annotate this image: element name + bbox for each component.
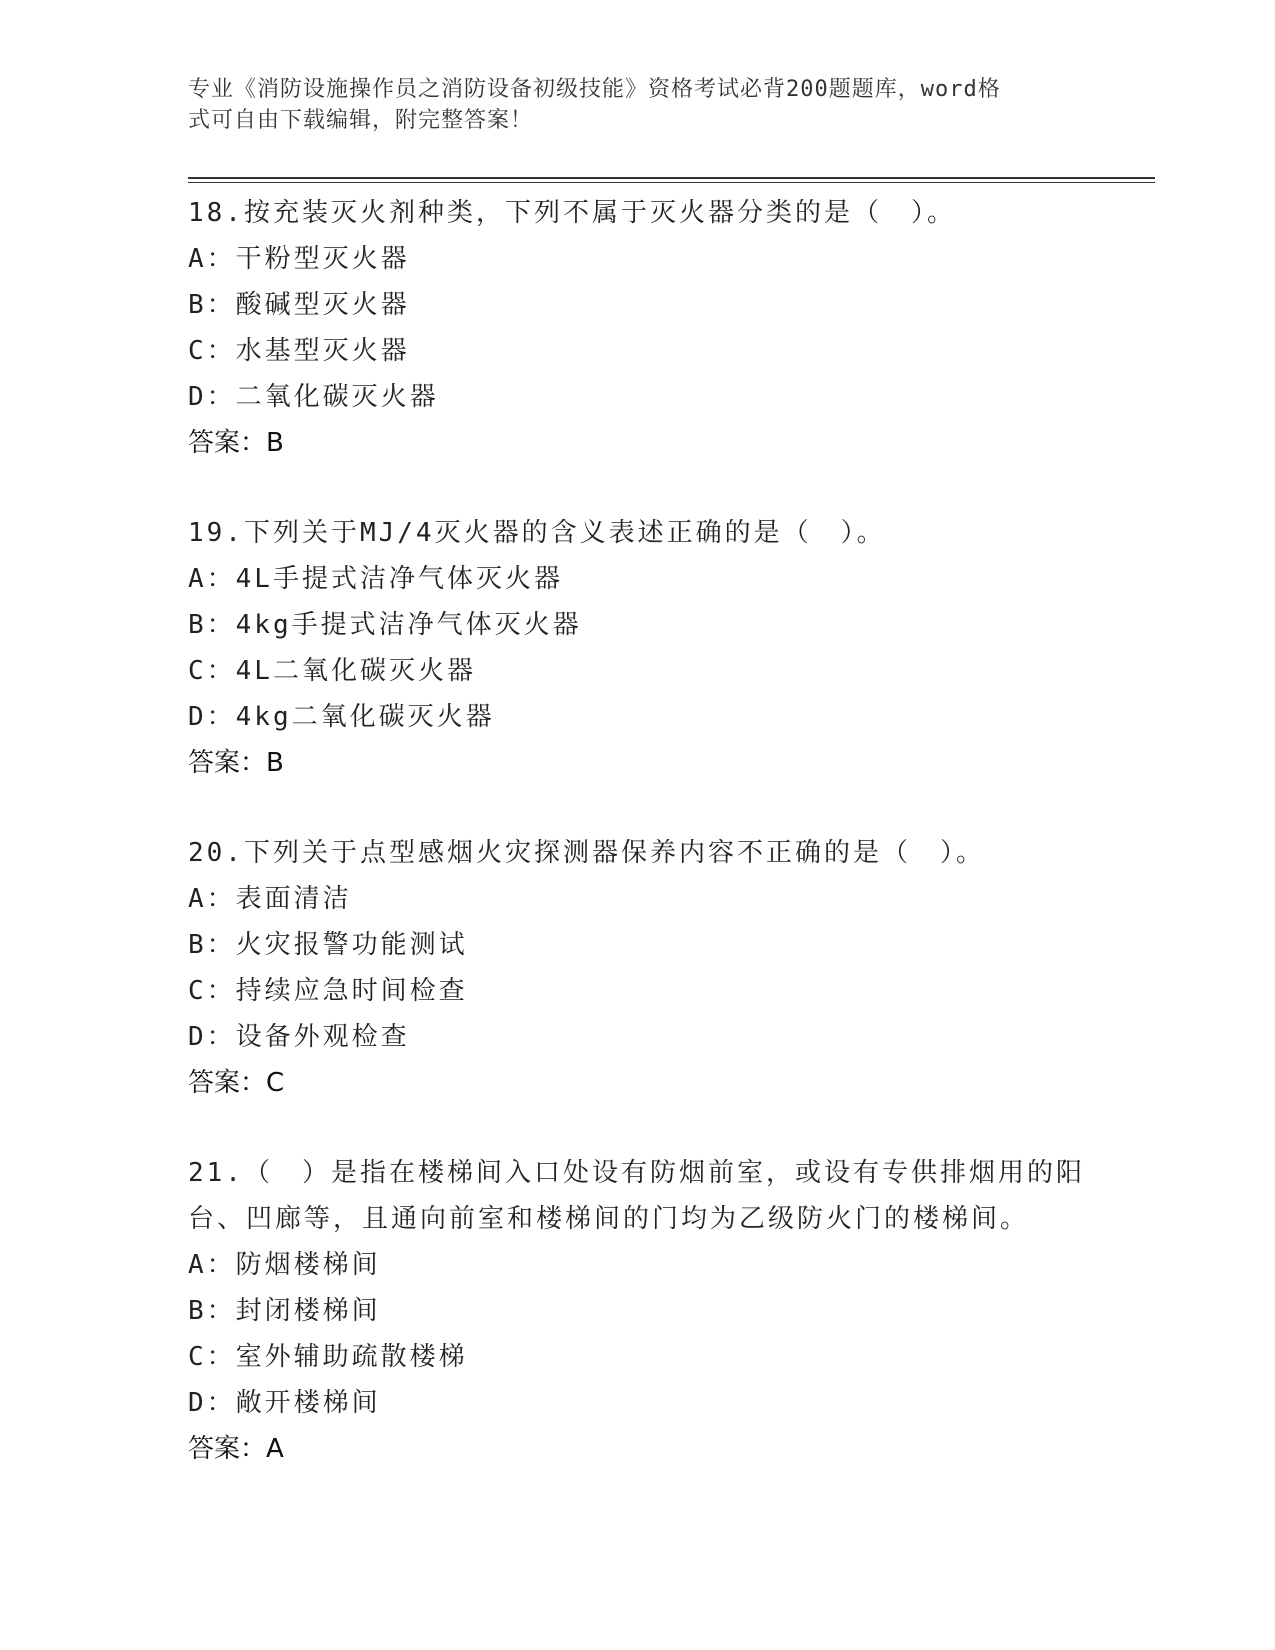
option-c: C：水基型灭火器 [188,336,410,366]
option-d: D：敞开楼梯间 [188,1388,381,1418]
answer-line: 答案：B [188,428,284,458]
option-a: A：表面清洁 [188,884,352,914]
question-19 [188,510,1088,786]
question-21 [188,1150,1088,1472]
header-divider-thick [188,177,1155,179]
question-stem: 18.按充装灭火剂种类，下列不属于灭火器分类的是（ ）。 [188,198,956,228]
document-header [188,74,1088,136]
option-b: B：4kg手提式洁净气体灭火器 [188,610,582,640]
question-stem-line-2: 台、凹廊等，且通向前室和楼梯间的门均为乙级防火门的楼梯间。 [188,1204,1030,1234]
option-d: D：设备外观检查 [188,1022,410,1052]
option-a: A：干粉型灭火器 [188,244,410,274]
answer-line: 答案：B [188,748,284,778]
option-b: B：封闭楼梯间 [188,1296,381,1326]
question-20 [188,830,1088,1106]
question-stem-line-1: 21.（ ）是指在楼梯间入口处设有防烟前室，或设有专供排烟用的阳 [188,1158,1085,1188]
option-b: B：酸碱型灭火器 [188,290,410,320]
option-d: D：二氧化碳灭火器 [188,382,439,412]
option-c: C：室外辅助疏散楼梯 [188,1342,468,1372]
question-stem: 20.下列关于点型感烟火灾探测器保养内容不正确的是（ ）。 [188,838,985,868]
option-c: C：4L二氧化碳灭火器 [188,656,476,686]
header-line-1: 专业《消防设施操作员之消防设备初级技能》资格考试必背200题题库，word格 [188,77,1001,102]
option-c: C：持续应急时间检查 [188,976,468,1006]
option-a: A：防烟楼梯间 [188,1250,381,1280]
header-divider-thin [188,182,1155,183]
question-stem: 19.下列关于MJ/4灭火器的含义表述正确的是（ ）。 [188,518,886,548]
option-b: B：火灾报警功能测试 [188,930,468,960]
answer-line: 答案：A [188,1434,284,1464]
option-a: A：4L手提式洁净气体灭火器 [188,564,563,594]
answer-line: 答案：C [188,1068,285,1098]
option-d: D：4kg二氧化碳灭火器 [188,702,495,732]
question-list [188,190,1088,1516]
question-18 [188,190,1088,466]
header-line-2: 式可自由下载编辑，附完整答案！ [188,108,534,133]
